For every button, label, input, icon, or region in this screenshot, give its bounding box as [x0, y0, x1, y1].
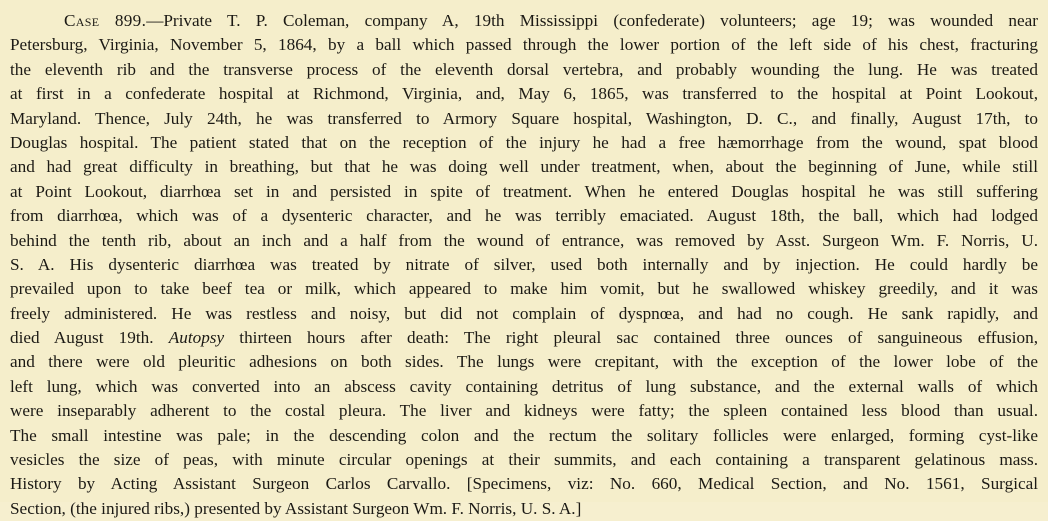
- case-label: Case 899.: [64, 11, 147, 30]
- case-line-10: behind the tenth rib, about an inch and a half from the wound of entrance, was removed by Asst. Surgeon Wm. F. Norris, U.: [10, 230, 1038, 250]
- case-line-16: left lung, which was converted into an abscess cavity containing detritus of lung substance, and the external walls of which: [10, 376, 1038, 396]
- autopsy-heading: Autopsy: [168, 328, 225, 348]
- case-line-17: were inseparably adherent to the costal pleura. The liver and kidneys were fatty; the spleen contained less blood than usual.: [10, 401, 1038, 421]
- case-line-1: [10, 9, 1038, 33]
- case-line-15: and there were old pleuritic adhesions on both sides. The lungs were crepitant, with the exception of the lower lobe of the: [10, 352, 1038, 372]
- case-text-14a: died August 19th.: [10, 328, 169, 348]
- case-line-13: freely administered. He was restless and noisy, but did not complain of dyspnœa, and had no cough. He sank rapidly, and: [10, 303, 1038, 323]
- case-line-19: vesicles the size of peas, with minute circular openings at their summits, and each containing a transparent gelatinous mass.: [10, 450, 1038, 470]
- case-line-2: Petersburg, Virginia, November 5, 1864, by a ball which passed through the lower portion of the left side of his chest, fracturing: [10, 35, 1038, 55]
- case-line-11: S. A. His dysenteric diarrhœa was treated by nitrate of silver, used both internally and by injection. He could hardly be: [10, 254, 1038, 274]
- case-line-4: at first in a confederate hospital at Richmond, Virginia, and, May 6, 1865, was transferred to the hospital at Point Lookout,: [10, 84, 1038, 104]
- case-line-21: Section, (the injured ribs,) presented by Assistant Surgeon Wm. F. Norris, U. S. A.]: [10, 498, 582, 518]
- case-text-1: —Private T. P. Coleman, company A, 19th Mississippi (confederate) volunteers; age 19; was wounded near: [146, 11, 1038, 30]
- case-line-12: prevailed upon to take beef tea or milk, which appeared to make him vomit, but he swallowed whiskey greedily, and it was: [10, 279, 1038, 299]
- case-line-14: [10, 326, 1038, 350]
- case-line-20: History by Acting Assistant Surgeon Carlos Carvallo. [Specimens, viz: No. 660, Medical Section, and No. 1561, Surgical: [10, 474, 1038, 494]
- case-line-5: Maryland. Thence, July 24th, he was transferred to Armory Square hospital, Washington, D. C., and finally, August 17th, to: [10, 108, 1038, 128]
- case-line-8: at Point Lookout, diarrhœa set in and persisted in spite of treatment. When he entered Douglas hospital he was still suffering: [10, 181, 1038, 201]
- case-line-7: and had great difficulty in breathing, but that he was doing well under treatment, when, about the beginning of June, while still: [10, 157, 1038, 177]
- case-text-14b: thirteen hours after death: The right pleural sac contained three ounces of sanguineous effusion,: [224, 328, 1038, 348]
- case-line-9: from diarrhœa, which was of a dysenteric character, and he was terribly emaciated. August 18th, the ball, which had lodged: [10, 206, 1038, 226]
- case-line-18: The small intestine was pale; in the descending colon and the rectum the solitary follicles were enlarged, forming cyst-like: [10, 425, 1038, 445]
- case-line-3: the eleventh rib and the transverse process of the eleventh dorsal vertebra, and probably wounding the lung. He was treated: [10, 59, 1038, 79]
- case-line-6: Douglas hospital. The patient stated that on the reception of the injury he had a free hæmorrhage from the wound, spat blood: [10, 132, 1038, 152]
